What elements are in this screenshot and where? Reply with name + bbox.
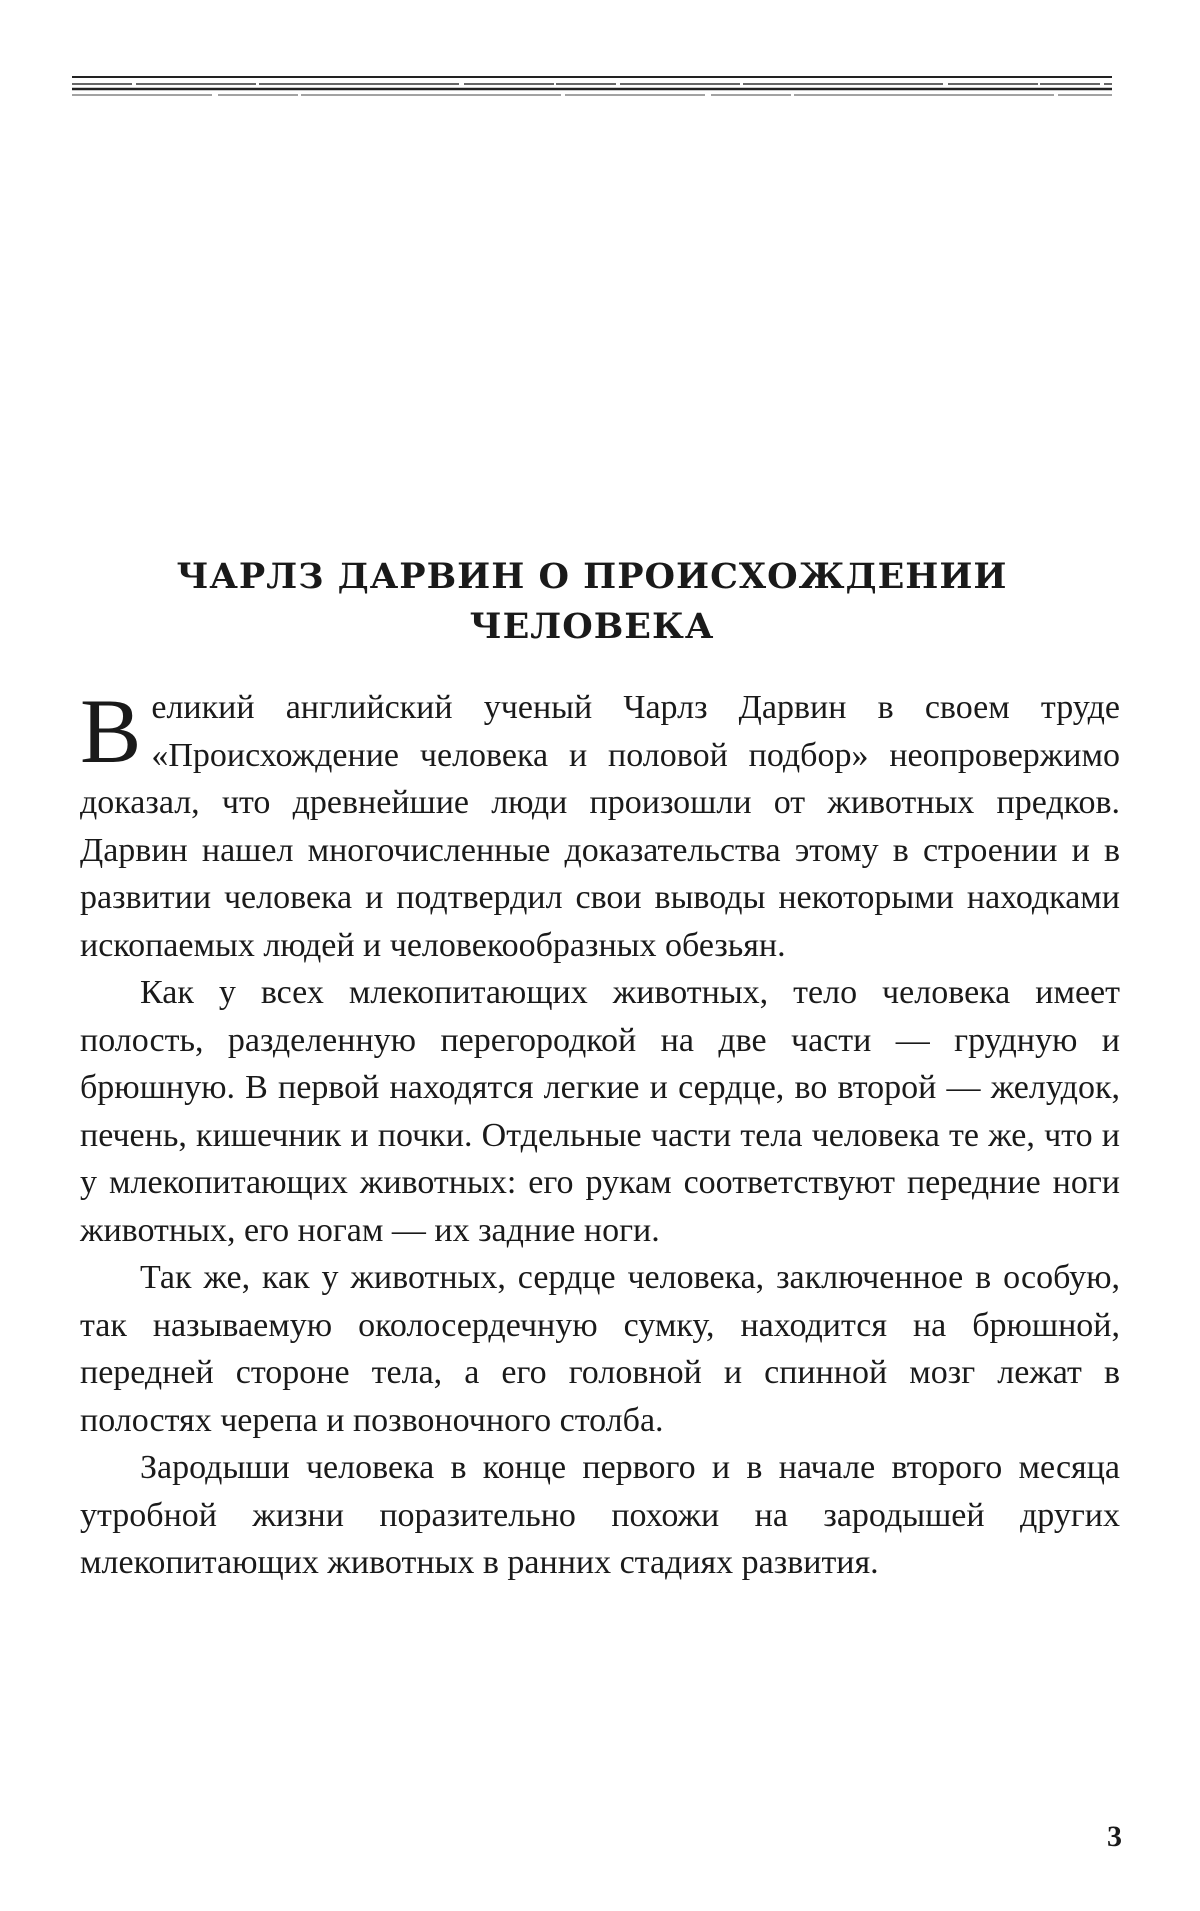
paragraph-1 [80,680,1120,969]
body-text [80,680,1120,1587]
paragraph-2: Как у всех млекопитающих животных, тело человека имеет полость, разделенную перегородкой на две части — грудную и брюшную. В первой находятся легкие и сердце, во второй — желудок, печень, кишечник и почки. Отдельные части тела человека те же, что и у млекопитающих животных: его рукам соответствуют передние ноги животных, его ногам — их задние ноги. [80,974,1120,1249]
chapter-title-line-1: ЧАРЛЗ ДАРВИН О ПРОИСХОЖДЕНИИ [176,556,1008,597]
chapter-title [72,552,1112,652]
paragraph-1-text: еликий английский ученый Чарлз Дарвин в своем труде «Происхождение человека и половой подбор» неопровержимо доказал, что древнейшие люди произошли от животных предков. Дарвин нашел многочисленные доказательства этому в строении и в развитии человека и подтвердил свои выводы некоторыми находками ископаемых людей и человекообразных обезьян. [80,689,1120,964]
header-rule [72,74,1112,98]
page-number: 3 [1107,1820,1122,1853]
paragraph-4: Зародыши человека в конце первого и в начале второго месяца утробной жизни поразительно похожи на зародышей других млекопитающих животных в ранних стадиях развития. [80,1449,1120,1581]
drop-cap: В [80,680,142,782]
paragraph-3: Так же, как у животных, сердце человека, заключенное в особую, так называемую околосердечную сумку, находится на брюшной, передней стороне тела, а его головной и спинной мозг лежат в полостях черепа и позвоночного столба. [80,1259,1120,1439]
chapter-title-line-2: ЧЕЛОВЕКА [469,606,715,647]
